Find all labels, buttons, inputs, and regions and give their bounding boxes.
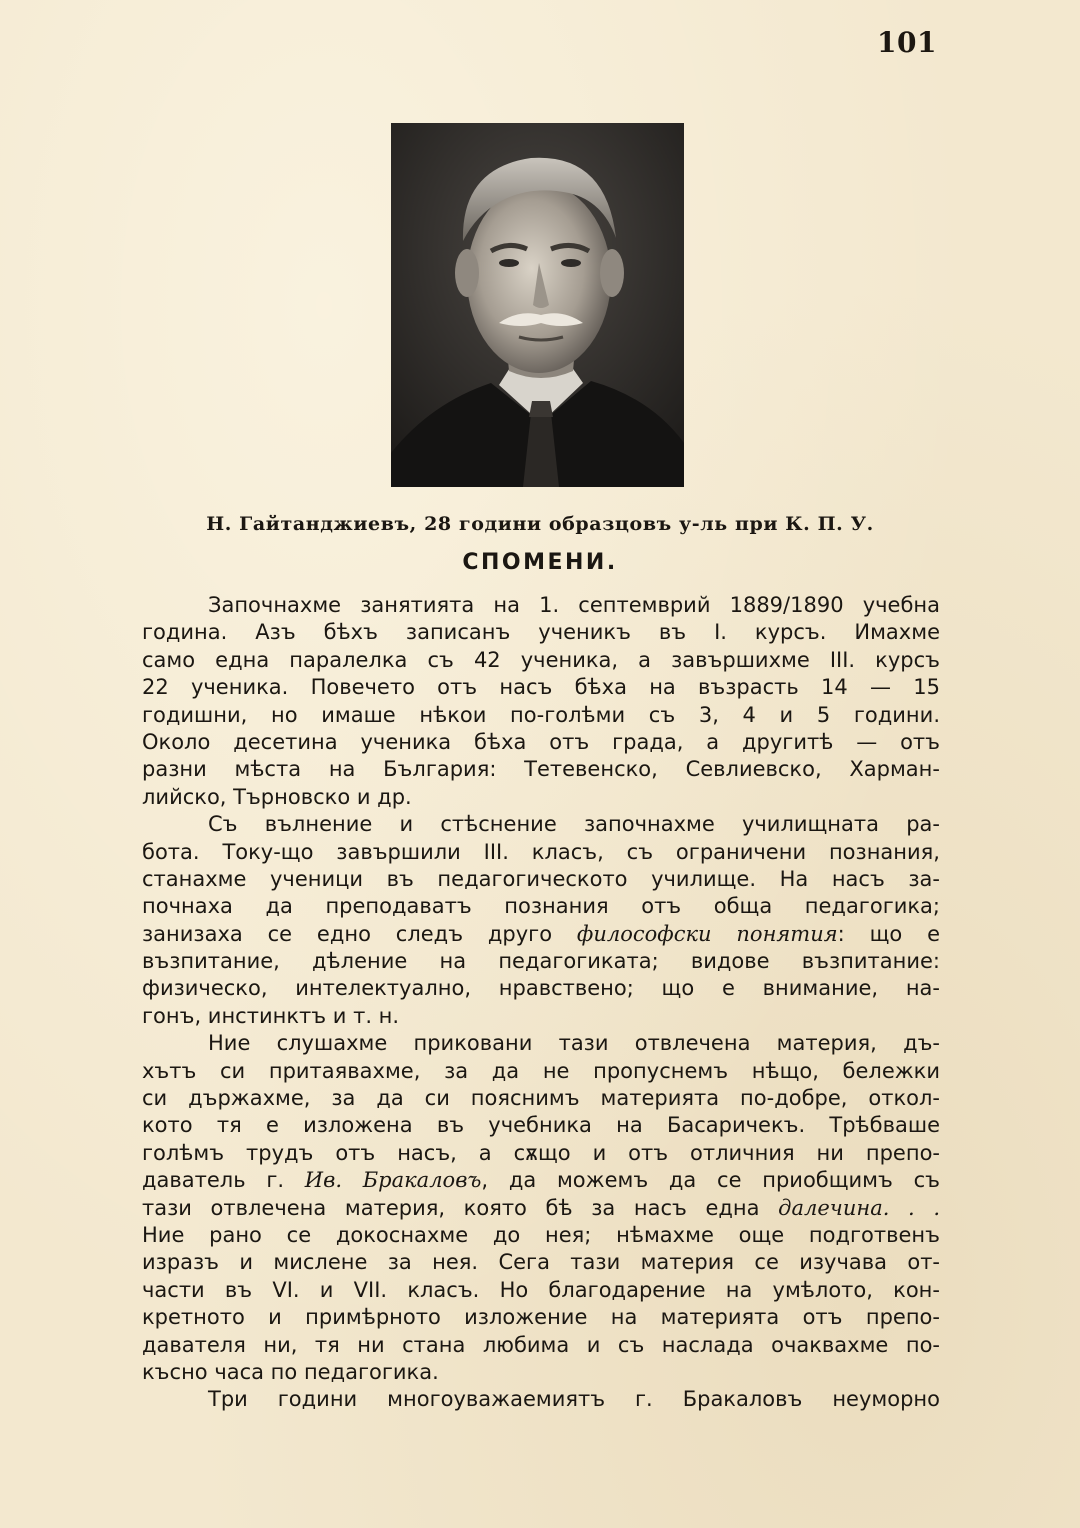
text-line: Съ вълнение и стѣснение започнахме училищната ра- — [208, 812, 940, 837]
text-line: станахме ученици въ педагогическото училище. На насъ за- — [142, 866, 940, 891]
text-line: гонъ, инстинктъ и т. н. — [142, 1003, 400, 1028]
text-line: късно часа по педагогика. — [142, 1359, 439, 1384]
text-line: Три години многоуважаемиятъ г. Бракаловъ неуморно — [208, 1387, 940, 1412]
text-line: физическо, интелектуално, нравствено; що е внимание, на- — [142, 976, 940, 1001]
text-line: Ние рано се докоснахме до нея; нѣмахме още подготвенъ — [142, 1222, 940, 1247]
text-line: голѣмъ трудъ отъ насъ, а сѫщо и отъ отличния ни препо- — [142, 1140, 940, 1165]
text-line: разни мѣста на България: Тетевенско, Севлиевско, Харман- — [142, 757, 940, 782]
text-line — [142, 921, 940, 948]
text-line: лийско, Търновско и др. — [142, 784, 412, 809]
text-line: кото тя е изложена въ учебника на Басаричекъ. Трѣбваше — [142, 1113, 940, 1138]
text-run: тази отвлечена материя, която бѣ за насъ една — [142, 1195, 779, 1220]
photo-caption: Н. Гайтанджиевъ, 28 години образцовъ у-ль при К. П. У. — [206, 513, 874, 535]
text-line: годишни, но имаше нѣкои по-голѣми съ 3, 4 и 5 години. — [142, 702, 940, 727]
italic-phrase: философски понятия — [576, 921, 838, 946]
text-run: : що е — [837, 921, 940, 946]
text-line: Около десетина ученика бѣха отъ града, а другитѣ — отъ — [142, 729, 940, 754]
text-line: хътъ си притаявахме, за да не пропуснемъ нѣщо, бележки — [142, 1058, 940, 1083]
text-line: Започнахме занятията на 1. септемврий 1889/1890 учебна — [208, 593, 940, 617]
text-run: , да можемъ да се приобщимъ съ — [481, 1168, 940, 1193]
text-line: части въ VI. и VII. класъ. Но благодарение на умѣлото, кон- — [142, 1277, 940, 1302]
text-line: Ние слушахме приковани тази отвлечена материя, дъ- — [208, 1031, 940, 1056]
text-line: почнаха да преподаватъ познания отъ обща педагогика; — [142, 894, 940, 919]
portrait-photo — [391, 123, 684, 487]
article-heading: СПОМЕНИ. — [462, 550, 618, 575]
text-line: си държахме, за да си пояснимъ материята по-добре, откол- — [142, 1086, 940, 1111]
text-line — [142, 1167, 940, 1194]
text-line: възпитание, дѣление на педагогиката; видове възпитание: — [142, 949, 940, 974]
text-line: изразъ и мислене за нея. Сега тази материя се изучава от- — [142, 1250, 940, 1275]
text-line: година. Азъ бѣхъ записанъ ученикъ въ I. курсъ. Имахме — [142, 620, 940, 645]
text-run: даватель г. — [142, 1168, 305, 1193]
text-line — [142, 1195, 940, 1222]
text-run: занизаха се едно следъ друго — [142, 921, 577, 946]
italic-phrase: далечина. . . — [778, 1195, 940, 1220]
text-line: само една паралелка съ 42 ученика, а завършихме III. курсъ — [142, 647, 940, 672]
article-body — [142, 592, 940, 1414]
text-line: 22 ученика. Повечето отъ насъ бѣха на възрасть 14 — 15 — [142, 675, 940, 700]
page-number: 101 — [877, 26, 937, 59]
italic-name: Ив. Бракаловъ — [304, 1168, 482, 1193]
text-line: кретното и примѣрното изложение на материята отъ препо- — [142, 1305, 940, 1330]
text-line: бота. Току-що завършили III. класъ, съ ограничени познания, — [142, 839, 940, 864]
text-line: давателя ни, тя ни стана любима и съ наслада очаквахме по- — [142, 1332, 940, 1357]
